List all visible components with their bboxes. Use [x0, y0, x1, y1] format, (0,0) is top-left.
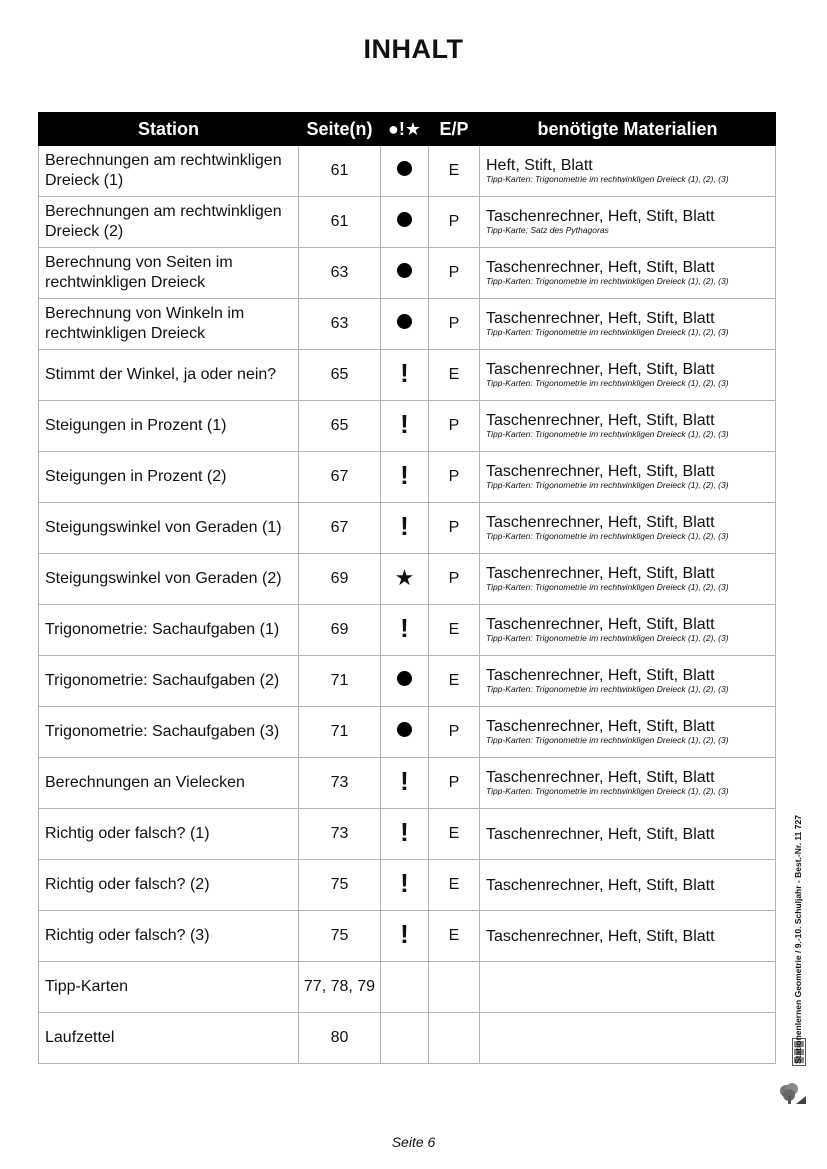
table-row: [39, 911, 776, 962]
exclamation-icon: !: [400, 460, 409, 490]
page-number-cell: 80: [299, 1013, 381, 1064]
materials-text: Heft, Stift, Blatt: [486, 157, 593, 174]
page-number-cell: 65: [299, 350, 381, 401]
materials-text: Taschenrechner, Heft, Stift, Blatt: [486, 208, 715, 225]
difficulty-cell: [381, 350, 429, 401]
materials-cell: [480, 860, 776, 911]
difficulty-cell: [381, 503, 429, 554]
materials-text: Taschenrechner, Heft, Stift, Blatt: [486, 718, 715, 735]
difficulty-cell: [381, 707, 429, 758]
station-name: Steigungswinkel von Geraden (1): [39, 503, 299, 554]
ep-cell: [429, 962, 480, 1013]
dot-icon: [397, 722, 412, 737]
ep-cell: P: [429, 299, 480, 350]
header-materials: benötigte Materialien: [480, 113, 776, 146]
difficulty-cell: [381, 1013, 429, 1064]
ep-cell: P: [429, 707, 480, 758]
tip-card-note: Tipp-Karten: Trigonometrie im rechtwinkligen Dreieck (1), (2), (3): [486, 327, 729, 337]
page-number-cell: 67: [299, 452, 381, 503]
station-name: Steigungen in Prozent (1): [39, 401, 299, 452]
page-number-cell: 63: [299, 248, 381, 299]
materials-text: Taschenrechner, Heft, Stift, Blatt: [486, 310, 715, 327]
materials-cell: [480, 1013, 776, 1064]
station-name: Steigungswinkel von Geraden (2): [39, 554, 299, 605]
exclamation-icon: !: [400, 817, 409, 847]
materials-cell: [480, 350, 776, 401]
page-number-cell: 67: [299, 503, 381, 554]
tip-card-note: Tipp-Karten: Trigonometrie im rechtwinkligen Dreieck (1), (2), (3): [486, 735, 729, 745]
table-row: [39, 554, 776, 605]
materials-cell: [480, 911, 776, 962]
ep-cell: E: [429, 350, 480, 401]
ep-cell: E: [429, 911, 480, 962]
difficulty-cell: [381, 758, 429, 809]
page-number-cell: 61: [299, 146, 381, 197]
materials-text: Taschenrechner, Heft, Stift, Blatt: [486, 259, 715, 276]
header-ep: E/P: [429, 113, 480, 146]
table-row: [39, 146, 776, 197]
materials-text: Taschenrechner, Heft, Stift, Blatt: [486, 412, 715, 429]
station-name: Trigonometrie: Sachaufgaben (2): [39, 656, 299, 707]
page-number-cell: 65: [299, 401, 381, 452]
ep-cell: P: [429, 197, 480, 248]
materials-text: Taschenrechner, Heft, Stift, Blatt: [486, 463, 715, 480]
exclamation-icon: !: [400, 919, 409, 949]
tip-card-note: Tipp-Karten: Trigonometrie im rechtwinkligen Dreieck (1), (2), (3): [486, 276, 729, 286]
table-row: [39, 656, 776, 707]
table-row: [39, 452, 776, 503]
exclamation-icon: !: [400, 409, 409, 439]
ep-cell: P: [429, 554, 480, 605]
page-number-cell: 73: [299, 809, 381, 860]
difficulty-cell: [381, 197, 429, 248]
table-row: [39, 248, 776, 299]
materials-cell: [480, 707, 776, 758]
ep-cell: E: [429, 809, 480, 860]
exclamation-icon: !: [400, 766, 409, 796]
table-row: [39, 809, 776, 860]
tip-card-note: Tipp-Karten: Trigonometrie im rechtwinkligen Dreieck (1), (2), (3): [486, 174, 729, 184]
ep-cell: P: [429, 503, 480, 554]
materials-cell: [480, 554, 776, 605]
station-name: Berechnungen am rechtwinkligen Dreieck (2): [39, 197, 299, 248]
page-number: Seite 6: [391, 1134, 436, 1150]
materials-cell: [480, 809, 776, 860]
difficulty-cell: [381, 452, 429, 503]
ep-cell: E: [429, 860, 480, 911]
ep-cell: P: [429, 758, 480, 809]
page-number-cell: 71: [299, 656, 381, 707]
header-pages: Seite(n): [299, 113, 381, 146]
page-number-cell: 63: [299, 299, 381, 350]
table-row: [39, 707, 776, 758]
table-row: [39, 299, 776, 350]
ep-cell: P: [429, 248, 480, 299]
ep-cell: P: [429, 401, 480, 452]
dot-icon: [397, 671, 412, 686]
dot-icon: [397, 263, 412, 278]
ep-cell: P: [429, 452, 480, 503]
table-row: [39, 758, 776, 809]
materials-text: Taschenrechner, Heft, Stift, Blatt: [486, 565, 715, 582]
page-number-cell: 69: [299, 554, 381, 605]
materials-cell: [480, 299, 776, 350]
side-imprint: Stationenlernen Geometrie / 9.-10. Schuljahr - Best.-Nr. 11 727: [793, 815, 803, 1064]
difficulty-cell: [381, 911, 429, 962]
page-number-cell: 75: [299, 911, 381, 962]
station-name: Tipp-Karten: [39, 962, 299, 1013]
dot-icon: [397, 161, 412, 176]
materials-cell: [480, 605, 776, 656]
materials-text: Taschenrechner, Heft, Stift, Blatt: [486, 927, 715, 945]
materials-cell: [480, 452, 776, 503]
dot-icon: [397, 314, 412, 329]
exclamation-icon: !: [400, 511, 409, 541]
station-name: Stimmt der Winkel, ja oder nein?: [39, 350, 299, 401]
station-name: Richtig oder falsch? (2): [39, 860, 299, 911]
table-row: [39, 962, 776, 1013]
station-name: Berechnungen an Vielecken: [39, 758, 299, 809]
difficulty-cell: [381, 605, 429, 656]
page-number-cell: 75: [299, 860, 381, 911]
difficulty-cell: [381, 554, 429, 605]
dot-icon: [397, 212, 412, 227]
exclamation-icon: !: [400, 358, 409, 388]
table-row: [39, 1013, 776, 1064]
materials-cell: [480, 197, 776, 248]
table-row: [39, 605, 776, 656]
difficulty-cell: [381, 860, 429, 911]
station-name: Berechnung von Winkeln im rechtwinkligen Dreieck: [39, 299, 299, 350]
materials-cell: [480, 962, 776, 1013]
table-row: [39, 503, 776, 554]
station-name: Richtig oder falsch? (3): [39, 911, 299, 962]
table-header-row: [39, 113, 776, 146]
materials-cell: [480, 146, 776, 197]
station-name: Richtig oder falsch? (1): [39, 809, 299, 860]
ep-cell: [429, 1013, 480, 1064]
header-station: Station: [39, 113, 299, 146]
tip-card-note: Tipp-Karten: Trigonometrie im rechtwinkligen Dreieck (1), (2), (3): [486, 378, 729, 388]
exclamation-icon: !: [400, 868, 409, 898]
station-name: Berechnungen am rechtwinkligen Dreieck (1): [39, 146, 299, 197]
tip-card-note: Tipp-Karte: Satz des Pythagoras: [486, 225, 609, 235]
materials-text: Taschenrechner, Heft, Stift, Blatt: [486, 667, 715, 684]
contents-table: [38, 112, 776, 1064]
difficulty-cell: [381, 146, 429, 197]
difficulty-cell: [381, 299, 429, 350]
tip-card-note: Tipp-Karten: Trigonometrie im rechtwinkligen Dreieck (1), (2), (3): [486, 531, 729, 541]
table-body: [39, 146, 776, 1064]
difficulty-cell: [381, 401, 429, 452]
table-row: [39, 350, 776, 401]
station-name: Steigungen in Prozent (2): [39, 452, 299, 503]
page-number-cell: 61: [299, 197, 381, 248]
station-name: Berechnung von Seiten im rechtwinkligen Dreieck: [39, 248, 299, 299]
tip-card-note: Tipp-Karten: Trigonometrie im rechtwinkligen Dreieck (1), (2), (3): [486, 480, 729, 490]
page-title: INHALT: [363, 34, 464, 64]
materials-cell: [480, 503, 776, 554]
tree-logo-icon: [776, 1082, 806, 1104]
page-number-cell: 73: [299, 758, 381, 809]
materials-text: Taschenrechner, Heft, Stift, Blatt: [486, 876, 715, 894]
materials-cell: [480, 758, 776, 809]
ep-cell: E: [429, 656, 480, 707]
exclamation-icon: !: [400, 613, 409, 643]
materials-text: Taschenrechner, Heft, Stift, Blatt: [486, 616, 715, 633]
difficulty-cell: [381, 248, 429, 299]
star-icon: ★: [394, 565, 415, 590]
materials-cell: [480, 656, 776, 707]
page-number-cell: 69: [299, 605, 381, 656]
page-number-cell: 77, 78, 79: [299, 962, 381, 1013]
header-symbols: ●!★: [381, 113, 429, 146]
materials-cell: [480, 401, 776, 452]
difficulty-cell: [381, 962, 429, 1013]
ep-cell: E: [429, 605, 480, 656]
tip-card-note: Tipp-Karten: Trigonometrie im rechtwinkligen Dreieck (1), (2), (3): [486, 429, 729, 439]
station-name: Trigonometrie: Sachaufgaben (1): [39, 605, 299, 656]
materials-text: Taschenrechner, Heft, Stift, Blatt: [486, 361, 715, 378]
materials-text: Taschenrechner, Heft, Stift, Blatt: [486, 514, 715, 531]
station-name: Laufzettel: [39, 1013, 299, 1064]
tip-card-note: Tipp-Karten: Trigonometrie im rechtwinkligen Dreieck (1), (2), (3): [486, 786, 729, 796]
materials-text: Taschenrechner, Heft, Stift, Blatt: [486, 825, 715, 843]
table-row: [39, 860, 776, 911]
materials-text: Taschenrechner, Heft, Stift, Blatt: [486, 769, 715, 786]
tip-card-note: Tipp-Karten: Trigonometrie im rechtwinkligen Dreieck (1), (2), (3): [486, 684, 729, 694]
ep-cell: E: [429, 146, 480, 197]
difficulty-cell: [381, 809, 429, 860]
page-number-cell: 71: [299, 707, 381, 758]
table-row: [39, 197, 776, 248]
tip-card-note: Tipp-Karten: Trigonometrie im rechtwinkligen Dreieck (1), (2), (3): [486, 582, 729, 592]
materials-cell: [480, 248, 776, 299]
table-row: [39, 401, 776, 452]
tip-card-note: Tipp-Karten: Trigonometrie im rechtwinkligen Dreieck (1), (2), (3): [486, 633, 729, 643]
station-name: Trigonometrie: Sachaufgaben (3): [39, 707, 299, 758]
difficulty-cell: [381, 656, 429, 707]
